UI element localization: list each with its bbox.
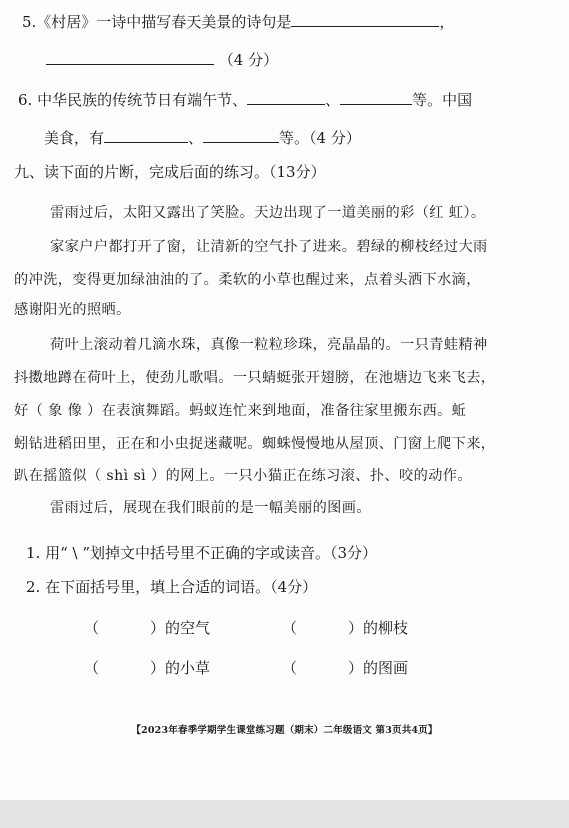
question-6-text: 6. 中华民族的传统节日有端午节、 (18, 91, 248, 109)
fill-item[interactable] (282, 617, 408, 638)
comma: ， (439, 13, 455, 31)
open-paren: （ (282, 659, 298, 677)
question-5-text: 5.《村居》一诗中描写春天美景的诗句是 (22, 13, 292, 31)
open-paren: （ (84, 659, 100, 677)
answer-blank[interactable] (291, 10, 439, 27)
passage-line: 抖擞地蹲在荷叶上，使劲儿歌唱。一只蜻蜓张开翅膀，在池塘边飞来飞去， (14, 370, 496, 386)
bottom-band (0, 800, 569, 828)
passage-line: 感谢阳光的照晒。 (14, 302, 131, 318)
passage-line: 好（ 象 像 ）在表演舞蹈。蚂蚁连忙来到地面，准备往家里搬东西。蚯 (14, 403, 467, 419)
question-5-score: （4 分） (218, 51, 279, 69)
passage-line: 趴在摇篮似（ shì sì ）的网上。一只小猫正在练习滚、扑、咬的动作。 (14, 468, 472, 484)
fill-item-label: ）的小草 (150, 659, 211, 677)
separator: 、 (325, 91, 341, 109)
passage-line: 家家户户都打开了窗，让清新的空气扑了进来。碧绿的柳枝经过大雨 (50, 239, 488, 255)
answer-blank[interactable] (247, 88, 325, 105)
passage-line: 雷雨过后，太阳又露出了笑脸。天边出现了一道美丽的彩（红 虹）。 (50, 205, 486, 221)
fill-item-label: ）的柳枝 (348, 619, 409, 637)
fill-item[interactable] (84, 617, 210, 638)
answer-blank[interactable] (203, 126, 279, 143)
fill-item-label: ）的空气 (150, 619, 211, 637)
open-paren: （ (84, 619, 100, 637)
fill-item-label: ）的图画 (348, 659, 409, 677)
question-5-line2 (46, 48, 278, 70)
fill-item[interactable] (84, 657, 210, 678)
section-9-title: 九、读下面的片断，完成后面的练习。（13分） (14, 163, 326, 181)
question-6-score: 等。（4 分） (279, 129, 361, 147)
answer-blank[interactable] (104, 126, 188, 143)
question-6-line1 (18, 88, 472, 110)
passage-line: 的冲洗，变得更加绿油油的了。柔软的小草也醒过来，点着头洒下水滴， (14, 272, 481, 288)
passage-line: 蚓钻进稻田里，正在和小虫捉迷藏呢。蜘蛛慢慢地从屋顶、门窗上爬下来， (14, 436, 496, 452)
answer-blank[interactable] (46, 48, 214, 65)
sub-question-1: 1. 用“ \ ”划掉文中括号里不正确的字或读音。（3分） (26, 544, 378, 562)
question-6-line2-text: 美食，有 (44, 129, 105, 147)
sub-question-2: 2. 在下面括号里，填上合适的词语。（4分） (26, 578, 318, 596)
passage-line: 荷叶上滚动着几滴水珠，真像一粒粒珍珠，亮晶晶的。一只青蛙精神 (50, 337, 488, 353)
open-paren: （ (282, 619, 298, 637)
fill-item[interactable] (282, 657, 408, 678)
question-5-line1 (22, 10, 454, 32)
page-footer: 【2023年春季学期学生课堂练习题（期末）二年级语文 第3页共4页】 (131, 725, 438, 736)
question-6-suffix: 等。中国 (412, 91, 473, 109)
question-6-line2 (44, 126, 361, 148)
separator: 、 (188, 129, 204, 147)
passage-line: 雷雨过后，展现在我们眼前的是一幅美丽的图画。 (50, 500, 371, 516)
answer-blank[interactable] (340, 88, 412, 105)
